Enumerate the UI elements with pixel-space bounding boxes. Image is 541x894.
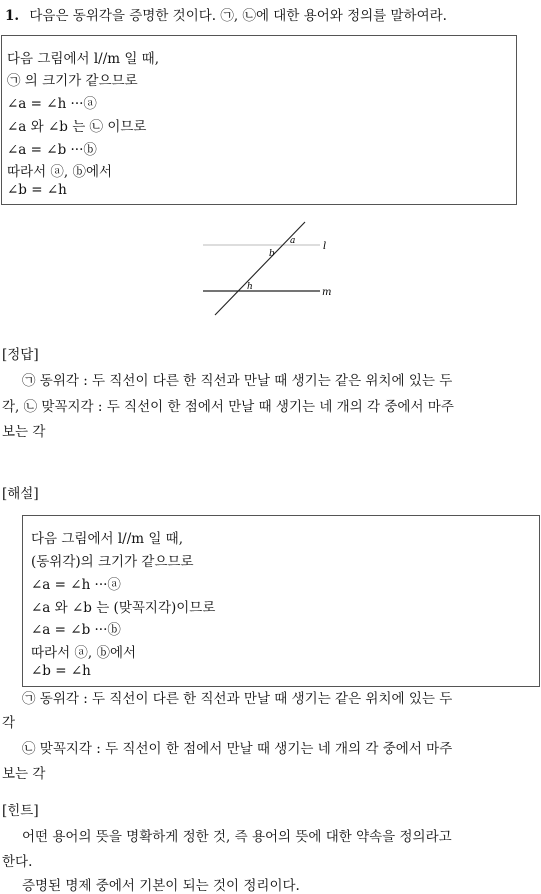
explanation-box-line-3: ∠a = ∠h ···ⓐ — [31, 577, 121, 593]
question — [5, 4, 447, 24]
proof-box — [1, 35, 517, 205]
question-text: 다음은 동위각을 증명한 것이다. ㉠, ㉡에 대한 용어와 정의를 말하여라. — [29, 8, 447, 24]
proof-line-5: ∠a = ∠b ···ⓑ — [7, 142, 97, 158]
explanation-line-4: 보는 각 — [2, 766, 46, 782]
answer-line-2: 각, ㉡ 맞꼭지각 : 두 직선이 한 점에서 만날 때 생기는 네 개의 각 중에서 마주 — [2, 399, 454, 415]
explanation-box-line-1: 다음 그림에서 l//m 일 때, — [31, 531, 183, 547]
proof-line-4: ∠a 와 ∠b 는 ㉡ 이므로 — [7, 119, 147, 135]
proof-line-2: ㉠ 의 크기가 같으므로 — [7, 73, 138, 89]
explanation-box — [22, 515, 540, 687]
explanation-box-line-6: 따라서 ⓐ, ⓑ에서 — [31, 645, 137, 661]
proof-line-3: ∠a = ∠h ···ⓐ — [7, 96, 97, 112]
parallel-lines-figure — [195, 215, 345, 325]
answer-line-3: 보는 각 — [2, 424, 46, 440]
explanation-box-line-5: ∠a = ∠b ···ⓑ — [31, 622, 121, 638]
label-h: h — [247, 282, 253, 292]
hint-heading: [힌트] — [2, 803, 39, 819]
label-m: m — [322, 287, 332, 298]
label-b: b — [269, 249, 275, 259]
hint-line-2: 한다. — [2, 854, 33, 870]
explanation-box-line-2: (동위각)의 크기가 같으므로 — [31, 554, 194, 570]
label-l: l — [323, 241, 327, 252]
proof-line-1: 다음 그림에서 l//m 일 때, — [7, 51, 159, 67]
label-a: a — [290, 236, 296, 246]
explanation-line-2: 각 — [2, 715, 16, 731]
question-number: 1. — [5, 8, 20, 24]
hint-line-1: 어떤 용어의 뜻을 명확하게 정한 것, 즉 용어의 뜻에 대한 약속을 정의라고 — [22, 829, 452, 845]
explanation-box-line-7: ∠b = ∠h — [31, 663, 91, 679]
explanation-line-1: ㉠ 동위각 : 두 직선이 다른 한 직선과 만날 때 생기는 같은 위치에 있는 두 — [22, 691, 453, 707]
answer-line-1: ㉠ 동위각 : 두 직선이 다른 한 직선과 만날 때 생기는 같은 위치에 있는 두 — [22, 373, 453, 389]
explanation-line-3: ㉡ 맞꼭지각 : 두 직선이 한 점에서 만날 때 생기는 네 개의 각 중에서 마주 — [22, 741, 453, 757]
proof-line-7: ∠b = ∠h — [7, 182, 67, 198]
hint-line-3: 증명된 명제 중에서 기본이 되는 것이 정리이다. — [22, 878, 300, 894]
proof-line-6: 따라서 ⓐ, ⓑ에서 — [7, 164, 113, 180]
answer-heading: [정답] — [2, 347, 39, 363]
explanation-heading: [해설] — [2, 486, 39, 502]
explanation-box-line-4: ∠a 와 ∠b 는 (맞꼭지각)이므로 — [31, 600, 216, 616]
